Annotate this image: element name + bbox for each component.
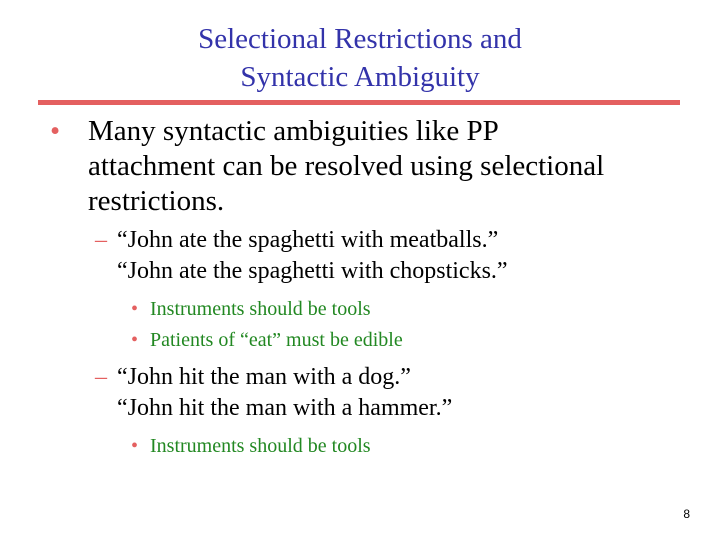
subbullet-hit-line-2: “John hit the man with a hammer.” (117, 395, 453, 421)
bullet-dot-icon: • (50, 115, 61, 147)
slide-title-line-1: Selectional Restrictions and (198, 23, 522, 55)
bullet-main-line-3: restrictions. (88, 185, 225, 217)
slide-title (0, 20, 720, 96)
note-instruments-1 (131, 294, 371, 325)
note-text: Instruments should be tools (150, 435, 371, 457)
subbullet-spaghetti-line-1: “John ate the spaghetti with meatballs.” (117, 227, 499, 253)
note-instruments-2 (131, 431, 371, 462)
subbullet-hit-line-1: “John hit the man with a dog.” (117, 364, 411, 390)
subbullet-spaghetti (95, 225, 508, 287)
bullet-main (50, 114, 690, 219)
page-number: 8 (683, 507, 690, 521)
note-patients (131, 325, 403, 356)
bullet-dot-icon: • (131, 435, 139, 457)
bullet-dot-icon: • (131, 329, 139, 351)
note-text: Patients of “eat” must be edible (150, 329, 403, 351)
dash-icon: – (95, 364, 107, 390)
title-divider (38, 100, 680, 105)
note-text: Instruments should be tools (150, 298, 371, 320)
bullet-dot-icon: • (131, 298, 139, 320)
slide-title-line-2: Syntactic Ambiguity (240, 61, 480, 93)
bullet-main-line-2: attachment can be resolved using selectional (88, 150, 605, 182)
subbullet-hit (95, 362, 452, 424)
dash-icon: – (95, 227, 107, 253)
subbullet-spaghetti-line-2: “John ate the spaghetti with chopsticks.” (117, 258, 508, 284)
bullet-main-line-1: Many syntactic ambiguities like PP (88, 115, 499, 147)
